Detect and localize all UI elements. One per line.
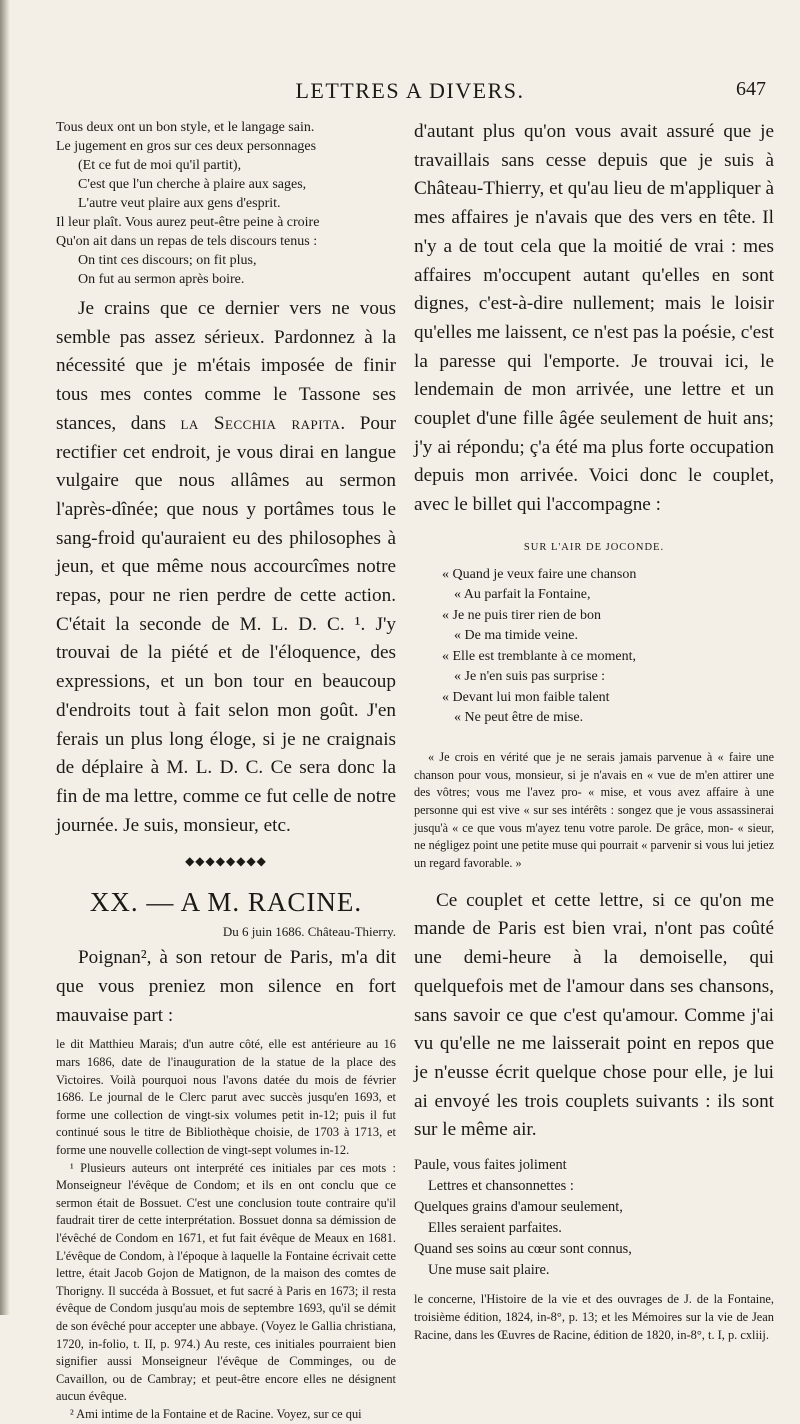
paragraph-continuation: d'autant plus qu'on vous avait assuré que je travaillais sans cesse depuis que je suis à Château-Thierry, et qu'au lieu de m'appliquer à mes affaires je n'avais que des vers en tête. Il n'y a de tout cela que la moitié de vrai : mes affaires m'occupent autant qu'elles en sont dignes, c'est-à-dire nullement; mais le loisir qu'elles me laissent, ce n'est pas la poésie, c'est la paresse qui l'emporte. Je trouvai ici, le lendemain de mon arrivée, une lettre et un couplet d'une fille âgée seulement de huit ans; j'y ai répondu; ç'a été ma plus forte occupation depuis mon arrivée. Voici donc le couplet, avec le billet qui l'accompagne : bbox=[414, 121, 774, 516]
paragraph-text: . Pour rectifier cet endroit, je vous dirai en langue vulgaire que nous allâmes au sermon l'après-dînée; que nous y portâmes tous le sang-froid qu'auraient eu des philosophes à jeun, et que même nous accourcîmes notre repas, pour ne rien perdre de cette action. C'était la seconde de M. L. D. C. ¹. J'y trouvai de la piété et de l'éloquence, des expressions, et un bon tour en beaucoup d'endroits tout à fait selon mon goût. J'en ferais un plus long éloge, si je ne craignais de déplaire à M. L. D. C. Ce sera donc la fin de ma lettre, comme ce fut celle de notre journée. Je suis, monsieur, etc. bbox=[56, 412, 396, 836]
billet-text bbox=[414, 749, 774, 873]
poem-line: C'est que l'un cherche à plaire aux sages, bbox=[78, 177, 307, 192]
paragraph-text: Je crains que ce dernier vers ne vous semble pas assez sérieux. Pardonnez à la nécessité que je m'étais imposée de finir tous mes contes comme le Tassone ses stances, dans bbox=[56, 298, 396, 434]
poem-line: Qu'on ait dans un repas de tels discours tenus : bbox=[56, 234, 318, 249]
right-column bbox=[414, 118, 774, 1344]
book-title-smallcaps: la Secchia rapita bbox=[180, 412, 341, 434]
section-ornament: ◆◆◆◆◆◆◆◆ bbox=[185, 854, 267, 869]
opening-poem bbox=[56, 118, 396, 289]
couplet-line: « Quand je veux faire une chanson bbox=[442, 566, 637, 582]
paragraph-letter-opening: Poignan², à son retour de Paris, m'a dit que vous preniez mon silence en fort mauvaise part : bbox=[56, 947, 396, 1026]
letter-dateline: Du 6 juin 1686. Château-Thierry. bbox=[222, 924, 396, 940]
footnote-right: le concerne, l'Histoire de la vie et des ouvrages de J. de la Fontaine, troisième édition, 1824, in-8°, p. 13; et les Mémoires sur la vie de Jean Racine, dans les Œuvres de Racine, édition de 1820, in-8°, t. I, p. cxliij. bbox=[414, 1292, 774, 1342]
poem-line: L'autre veut plaire aux gens d'esprit. bbox=[78, 196, 281, 211]
verse-line: Une muse sait plaire. bbox=[428, 1262, 550, 1279]
billet-paragraph: « Je crois en vérité que je ne serais jamais parvenue à « faire une chanson pour vous, monsieur, si je n'avais en « vue de m'en attirer une des vôtres; vous me l'avez pro- « mise, et vous avez affaire à une personne qui est vive « sur ses intérêts : songez que je vous assassinerai jusqu'à « ce que vous m'ayez tenu votre parole. De grâce, mon- « sieur, ne négligez point une petite muse qui pourrait « parvenir si vous lui jetiez un regard favorable. » bbox=[414, 749, 774, 871]
poem-line: On fut au sermon après boire. bbox=[78, 272, 245, 287]
verse-line: Lettres et chansonnettes : bbox=[428, 1178, 574, 1195]
verse-line: Elles seraient parfaites. bbox=[428, 1220, 562, 1237]
footnote-1: ¹ Plusieurs auteurs ont interprété ces initiales par ces mots : Monseigneur l'évêque de Condom; et ils en ont conclu que ce sermon était de Bossuet. C'est une conclusion toute contraire qu'il faudrait tirer de cette interprétation. Bossuet donna sa démission de l'évêché de Condom en 1671, et fut fait évêque de Meaux en 1681. L'évêque de Condom, à l'époque à laquelle la Fontaine écrivait cette lettre, était Jacob Gojon de Matignon, de la maison des comtes de Thorigny. Il succéda à Bossuet, et fut sacré à Paris en 1673; il resta évêque de Condom jusqu'au mois de septembre 1693, qu'il se démit de son évêché pour accepter une abbaye. (Voyez le Gallia christiana, 1720, in-folio, t. II, p. 974.) Au reste, ces initiales pourraient bien signifier aussi Monseigneur l'évêque de Comminges, ou de Cavaillon, ou de Cambray; et peut-être encore elles ne désignent aucun évêque. bbox=[56, 1160, 396, 1404]
poem-line: Il leur plaît. Vous aurez peut-être peine à croire bbox=[56, 215, 320, 230]
page-number: 647 bbox=[736, 78, 766, 100]
poem-line: (Et ce fut de moi qu'il partit), bbox=[78, 158, 242, 173]
paragraph-closing-letter bbox=[56, 295, 396, 840]
letter-heading: XX. — A M. RACINE. bbox=[89, 887, 363, 918]
couplet-line: « Ne peut être de mise. bbox=[454, 710, 584, 726]
poem-line: On tint ces discours; on fit plus, bbox=[78, 253, 257, 268]
paragraph-commentary: Ce couplet et cette lettre, si ce qu'on me mande de Paris est bien vrai, n'ont pas coûté une demi-heure à la demoiselle, qui quelquefois met de l'amour dans ses chansons, sans savoir ce que c'est qu'amour. Comme j'ai vu qu'elle ne me laisserait point en repos que je n'eusse écrit quelque chose pour elle, je lui ai envoyé les trois couplets suivants : ils sont sur le même air. bbox=[414, 889, 774, 1141]
page-header bbox=[40, 78, 780, 108]
footnote-2: ² Ami intime de la Fontaine et de Racine. Voyez, sur ce qui bbox=[70, 1406, 362, 1421]
footnote-continuation: le dit Matthieu Marais; d'un autre côté, elle est antérieure au 16 mars 1686, date de l'inauguration de la statue de la place des Victoires. Voilà pourquoi nous l'avons datée du mois de février 1686. Le journal de le Clerc parut avec succès jusqu'en 1693, et forme une collection de vingt-six volumes petit in-12; puis il fut continué sous le titre de Bibliothèque choisie, de 1703 à 1713, et forme une nouvelle collection de vingt-sept volumes in-12. bbox=[56, 1037, 396, 1158]
poem-line: Tous deux ont un bon style, et le langage sain. bbox=[56, 120, 315, 135]
page-gutter-shadow bbox=[0, 0, 10, 1315]
verse-line: Paule, vous faites joliment bbox=[414, 1157, 567, 1174]
left-column bbox=[56, 118, 396, 1424]
verse-line: Quelques grains d'amour seulement, bbox=[414, 1199, 623, 1216]
couplet-verse bbox=[414, 565, 774, 729]
poem-line: Le jugement en gros sur ces deux personnages bbox=[56, 139, 317, 154]
reply-verse bbox=[414, 1155, 774, 1281]
song-title: SUR L'AIR DE JOCONDE. bbox=[523, 541, 665, 553]
couplet-line: « Je ne puis tirer rien de bon bbox=[442, 607, 602, 623]
running-head: LETTRES A DIVERS. bbox=[295, 78, 525, 103]
couplet-line: « Elle est tremblante à ce moment, bbox=[442, 648, 636, 664]
footnotes-left bbox=[56, 1036, 396, 1423]
couplet-line: « Devant lui mon faible talent bbox=[442, 689, 610, 705]
verse-line: Quand ses soins au cœur sont connus, bbox=[414, 1241, 632, 1258]
couplet-line: « De ma timide veine. bbox=[454, 628, 579, 644]
couplet-line: « Au parfait la Fontaine, bbox=[454, 587, 591, 603]
couplet-line: « Je n'en suis pas surprise : bbox=[454, 669, 606, 685]
